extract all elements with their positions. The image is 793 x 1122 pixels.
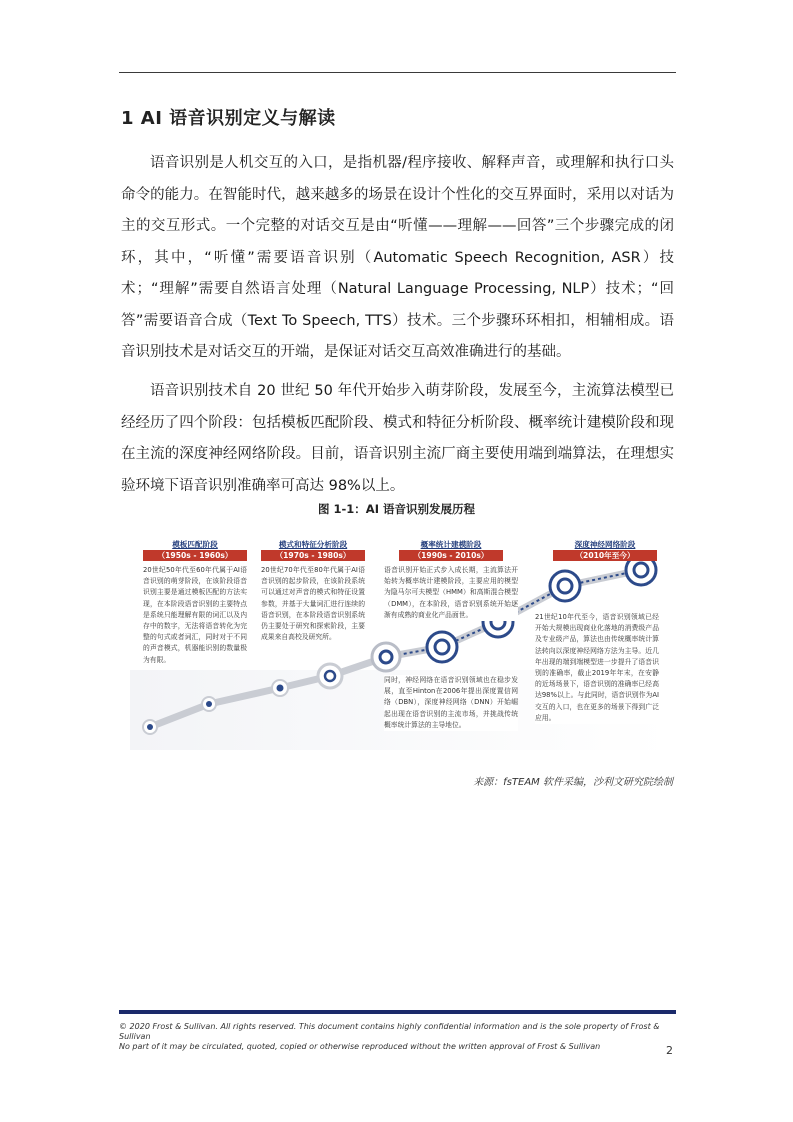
gear-icon bbox=[318, 664, 342, 688]
stage-description-2: 同时，神经网络在语音识别领域也在稳步发展，直至Hinton在2006年提出深度置信网络（DBN），深度神经网络（DNN）开始崛起出现在语音识别的主流市场，并挑战传统概率统计算法的主导地位。 bbox=[384, 675, 518, 731]
timeline-figure bbox=[130, 520, 670, 760]
stage-title: 模板匹配阶段 bbox=[172, 540, 218, 549]
stage-title: 概率统计建模阶段 bbox=[420, 540, 482, 549]
gear-icon bbox=[427, 632, 457, 662]
footer-bar bbox=[119, 1010, 676, 1014]
gear-icon bbox=[272, 680, 288, 696]
stage-description: 21世纪10年代至今，语音识别领域已经开始大规模出现商业化落地的消费级产品及专业级产品，算法也由传统概率统计算法转向以深度神经网络方法为主导。近几年出现的端到端模型进一步提升了语音识别的准确率，截止2019年年末，在安静的近场场景下，语音识别的准确率已经高达98%以上。与此同时，语音识别作为AI交互的入口，也在更多的场景下得到广泛应用。 bbox=[535, 612, 659, 724]
page-number: 2 bbox=[666, 1044, 673, 1057]
paragraph-2: 语音识别技术自 20 世纪 50 年代开始步入萌芽阶段，发展至今，主流算法模型已经经历了四个阶段：包括模板匹配阶段、模式和特征分析阶段、概率统计建模阶段和现在主流的深度神经网络阶段。目前，语音识别主流厂商主要使用端到端算法，在理想实验环境下语音识别准确率可高达 98%以上。 bbox=[121, 383, 674, 494]
stage-range: （1990s - 2010s） bbox=[399, 550, 503, 561]
gear-icon bbox=[202, 697, 216, 711]
body-text bbox=[121, 148, 674, 369]
gear-icon bbox=[143, 720, 157, 734]
stage-description: 20世纪70年代至80年代属于AI语音识别的起步阶段，在该阶段系统可以通过对声音的模式和特征设置参数，并基于大量词汇进行连续的语音识别，在本阶段语音识别系统仍主要处于研究和探索阶段，主要成果来自高校及研究所。 bbox=[261, 565, 365, 643]
section-heading: 1 AI 语音识别定义与解读 bbox=[121, 108, 336, 129]
stage-range: （2010年至今） bbox=[553, 550, 657, 561]
stage-range: （1950s - 1960s） bbox=[143, 550, 247, 561]
gear-icon bbox=[550, 571, 580, 601]
stage-description: 20世纪50年代至60年代属于AI语音识别的萌芽阶段，在该阶段语音识别主要是通过模板匹配的方法实现，在本阶段语音识别的主要特点是系统只能理解有限的词汇以及内存中的数字，无法将语音转化为完整的句式或者词汇，同时对于不同的声音模式，机器能识别的数量极为有限。 bbox=[143, 565, 247, 666]
figure-source: 来源：fsTEAM 软件采编，沙利文研究院绘制 bbox=[473, 777, 673, 788]
top-rule bbox=[119, 72, 676, 73]
footer-line-2: No part of it may be circulated, quoted, copied or otherwise reproduced without the written approval of Frost & Sullivan bbox=[119, 1042, 601, 1051]
stage-title: 模式和特征分析阶段 bbox=[278, 540, 348, 549]
figure-title: 图 1-1：AI 语音识别发展历程 bbox=[318, 502, 475, 516]
stage-title: 深度神经网络阶段 bbox=[574, 540, 636, 549]
footer-line-1: © 2020 Frost & Sullivan. All rights reserved. This document contains highly confidential information and is the sole property of Frost & Sullivan bbox=[119, 1022, 660, 1041]
gear-icon bbox=[372, 643, 400, 671]
footer-copyright bbox=[119, 1022, 679, 1052]
stage-description: 语音识别开始正式步入成长期，主流算法开始转为概率统计建模阶段，主要应用的模型为隐马尔可夫模型（HMM）和高斯混合模型（DMM），在本阶段，语音识别系统开始逐渐有成熟的商业化产品面世。 bbox=[384, 565, 518, 621]
body-text-2 bbox=[121, 376, 674, 502]
paragraph-1: 语音识别是人机交互的入口，是指机器/程序接收、解释声音，或理解和执行口头命令的能力。在智能时代，越来越多的场景在设计个性化的交互界面时，采用以对话为主的交互形式。一个完整的对话交互是由“听懂——理解——回答”三个步骤完成的闭环，其中，“听懂”需要语音识别（Automatic Speech Recognition, ASR）技术；“理解”需要自然语言处理（Natural Language Processing, NLP）技术；“回答”需要语音合成（Text To Speech, TTS）技术。三个步骤环环相扣，相辅相成。语音识别技术是对话交互的开端，是保证对话交互高效准确进行的基础。 bbox=[121, 155, 674, 360]
stage-range: （1970s - 1980s） bbox=[261, 550, 365, 561]
